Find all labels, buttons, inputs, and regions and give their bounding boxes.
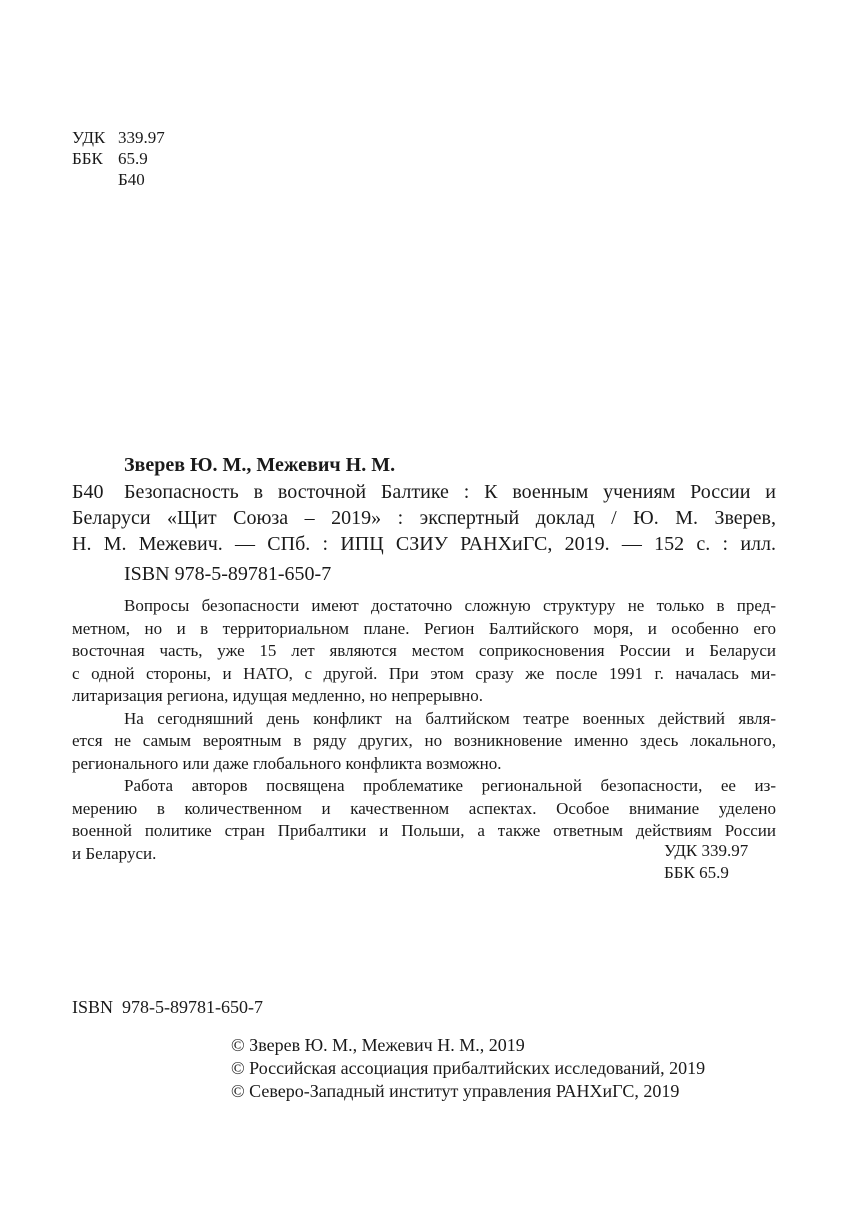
abstract-line: восточная часть, уже 15 лет являются местом соприкосновения России и Беларуси bbox=[72, 641, 776, 660]
bbk-value: 65.9 bbox=[118, 149, 148, 168]
abstract-paragraph bbox=[72, 708, 776, 776]
title-line: Н. М. Межевич. — СПб. : ИПЦ СЗИУ РАНХиГС, 2019. — 152 с. : илл. bbox=[72, 533, 776, 555]
abstract-line: с одной стороны, и НАТО, с другой. При этом сразу же после 1991 г. началась ми- bbox=[72, 663, 776, 683]
abstract-line: мерению в количественном и качественном аспектах. Особое внимание уделено bbox=[72, 798, 776, 818]
isbn-bottom: ISBN 978-5-89781-650-7 bbox=[72, 997, 263, 1017]
abstract bbox=[72, 595, 776, 865]
abstract-line: Вопросы безопасности имеют достаточно сложную структуру не только в пред- bbox=[124, 596, 776, 615]
bibliographic-record bbox=[72, 452, 776, 865]
copyright-block bbox=[231, 1034, 705, 1103]
udk-value: 339.97 bbox=[118, 128, 165, 147]
udk-row bbox=[72, 127, 165, 148]
title-line: Безопасность в восточной Балтике : К военным учениям России и bbox=[124, 481, 776, 503]
abstract-line: военной политике стран Прибалтики и Польши, а также ответным действиям России bbox=[72, 821, 776, 840]
abstract-paragraph bbox=[72, 595, 776, 708]
author-mark: Б40 bbox=[118, 170, 145, 189]
abstract-line: литаризация региона, идущая медленно, но непрерывно. bbox=[72, 686, 483, 705]
abstract-line: метном, но и в территориальном плане. Регион Балтийского моря, и особенно его bbox=[72, 618, 776, 638]
isbn-line: ISBN 978-5-89781-650-7 bbox=[124, 563, 332, 585]
classification-codes bbox=[72, 127, 165, 190]
bottom-classification-codes bbox=[664, 840, 748, 884]
copyright-line: © Зверев Ю. М., Межевич Н. М., 2019 bbox=[231, 1035, 525, 1055]
abstract-line: ется не самым вероятным в ряду других, но возникновение именно здесь локального, bbox=[72, 731, 776, 750]
title-line: Беларуси «Щит Союза – 2019» : экспертный доклад / Ю. М. Зверев, bbox=[72, 507, 776, 529]
title-entry bbox=[72, 479, 776, 505]
udk-label: УДК bbox=[72, 128, 106, 147]
authors-heading: Зверев Ю. М., Межевич Н. М. bbox=[124, 454, 396, 476]
copyright-line: © Российская ассоциация прибалтийских исследований, 2019 bbox=[231, 1058, 706, 1078]
abstract-line: регионального или даже глобального конфликта возможно. bbox=[72, 753, 502, 773]
bottom-udk: УДК 339.97 bbox=[664, 841, 749, 860]
abstract-line: и Беларуси. bbox=[72, 843, 157, 863]
bbk-label: ББК bbox=[72, 149, 103, 168]
bbk-row bbox=[72, 148, 165, 169]
entry-mark: Б40 bbox=[72, 481, 104, 503]
abstract-line: На сегодняшний день конфликт на балтийском театре военных действий явля- bbox=[124, 708, 776, 728]
abstract-line: Работа авторов посвящена проблематике региональной безопасности, ее из- bbox=[124, 776, 776, 795]
copyright-line: © Северо-Западный институт управления РАНХиГС, 2019 bbox=[231, 1081, 680, 1101]
bottom-bbk: ББК 65.9 bbox=[664, 863, 729, 882]
